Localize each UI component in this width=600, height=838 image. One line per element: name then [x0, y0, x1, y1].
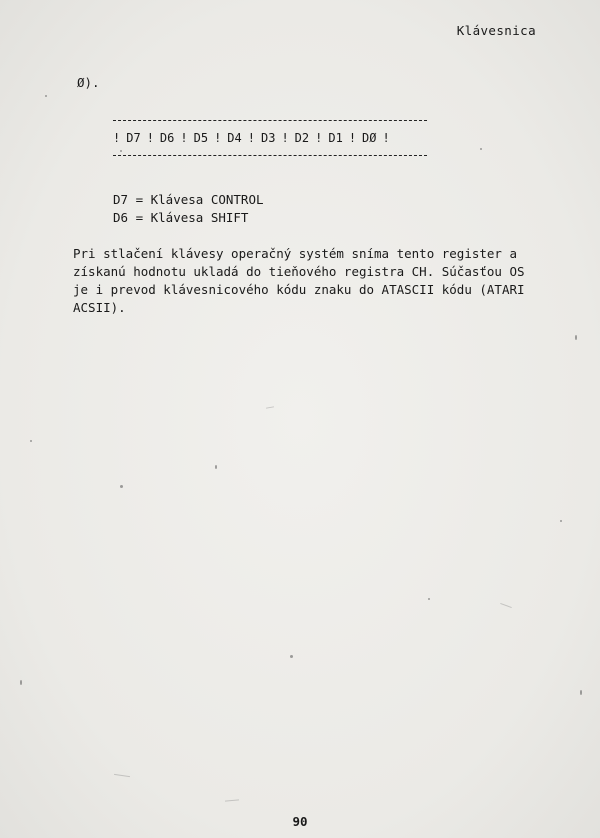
register-separator: !	[348, 131, 357, 145]
register-separator: !	[247, 131, 255, 145]
paper-speck	[580, 690, 582, 695]
legend-line: D6 = Klávesa SHIFT	[113, 210, 249, 225]
register-bit: DØ	[362, 131, 377, 145]
register-bit: D6	[159, 131, 175, 145]
paper-speck	[120, 485, 123, 488]
running-header: Klávesnica	[456, 23, 536, 38]
register-separator: !	[214, 131, 222, 145]
paper-speck	[480, 148, 482, 150]
bit-legend	[113, 191, 264, 227]
body-paragraph: Pri stlačení klávesy operačný systém sníma tento register a získanú hodnotu ukladá do tieňového registra CH. Súčasťou OS je i prevod klávesnicového kódu znaku do ATASCII kódu (ATARI ACSII).	[73, 246, 525, 315]
register-bit: D3	[260, 131, 276, 145]
paper-speck	[45, 95, 47, 97]
register-bit: D7	[126, 131, 141, 145]
paper-fiber	[500, 603, 512, 608]
register-separator: !	[146, 131, 154, 145]
continuation-text: Ø).	[77, 75, 100, 90]
register-separator: !	[315, 131, 323, 145]
paper-speck	[560, 520, 562, 522]
register-separator: !	[180, 131, 188, 145]
paper-speck	[575, 335, 577, 340]
register-bit: D1	[328, 131, 343, 145]
register-bit: D4	[227, 131, 242, 145]
register-diagram	[113, 120, 431, 156]
register-separator: !	[382, 131, 390, 145]
register-separator: !	[113, 131, 121, 145]
register-separator: !	[281, 131, 289, 145]
paper-speck	[428, 598, 430, 600]
register-bottom-border	[113, 155, 427, 156]
page-number: 90	[292, 814, 308, 829]
register-bits-row	[113, 121, 431, 155]
paper-speck	[215, 465, 217, 469]
register-bit: D5	[193, 131, 209, 145]
register-bit: D2	[294, 131, 310, 145]
paper-speck	[290, 655, 293, 658]
paper-fiber	[266, 406, 274, 408]
paper-fiber	[114, 774, 130, 777]
paper-fiber	[225, 799, 239, 801]
paper-speck	[30, 440, 32, 442]
legend-line: D7 = Klávesa CONTROL	[113, 192, 264, 207]
paper-speck	[20, 680, 22, 685]
